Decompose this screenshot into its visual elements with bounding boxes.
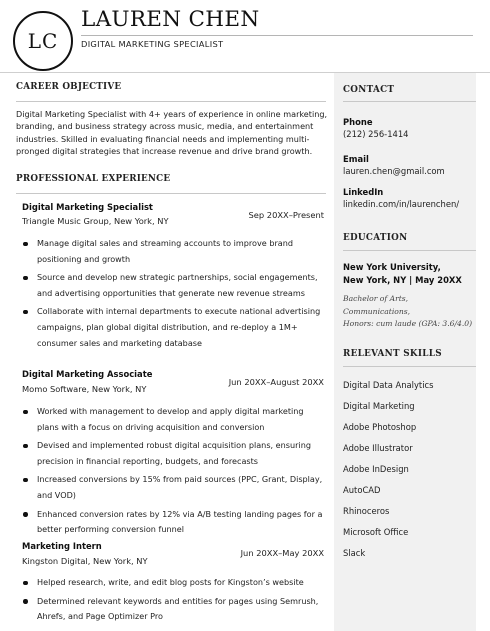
candidate-name: LAUREN CHEN bbox=[81, 7, 260, 32]
job-bullet: Manage digital sales and streaming accounts to improve brand positioning and growth bbox=[22, 236, 326, 267]
bullet-dot-icon bbox=[23, 310, 28, 315]
skill-item: Adobe Illustrator bbox=[343, 443, 413, 453]
skill-item: Slack bbox=[343, 548, 366, 558]
job-company: Momo Software, New York, NY bbox=[22, 384, 147, 394]
job-company: Triangle Music Group, New York, NY bbox=[22, 216, 169, 226]
job-bullet-list bbox=[22, 236, 326, 354]
job-bullet-list bbox=[22, 575, 326, 628]
bullet-dot-icon bbox=[23, 599, 28, 604]
education-heading: EDUCATION bbox=[343, 233, 408, 243]
email-label: Email bbox=[343, 154, 369, 164]
phone-value[interactable]: (212) 256-1414 bbox=[343, 129, 409, 139]
phone-label: Phone bbox=[343, 117, 373, 127]
email-value[interactable]: lauren.chen@gmail.com bbox=[343, 166, 445, 176]
job-title: Marketing Intern bbox=[22, 541, 102, 551]
skill-item: AutoCAD bbox=[343, 485, 381, 495]
job-bullet: Enhanced conversion rates by 12% via A/B testing landing pages for a better performing conversion funnel bbox=[22, 507, 326, 538]
job-bullet: Devised and implemented robust digital acquisition plans, ensuring precision in financial reporting, budgets, and forecasts bbox=[22, 438, 326, 469]
education-degree: Bachelor of Arts, bbox=[343, 294, 409, 303]
objective-divider bbox=[16, 101, 326, 102]
job-dates: Jun 20XX–August 20XX bbox=[228, 377, 324, 387]
experience-divider bbox=[16, 193, 326, 194]
monogram-initials: LC bbox=[27, 29, 59, 53]
bullet-dot-icon bbox=[23, 410, 28, 415]
contact-heading: CONTACT bbox=[343, 85, 395, 95]
education-divider bbox=[343, 250, 476, 251]
name-divider bbox=[81, 35, 473, 36]
job-bullet: Source and develop new strategic partnerships, social engagements, and advertising opportunities that generate new revenue streams bbox=[22, 270, 326, 301]
objective-text: Digital Marketing Specialist with 4+ years of experience in online marketing, branding, and business strategy across music, media, and entertainment industries. Skilled in evaluating financial needs and implementing multi-pronged digital strategies that increase revenue and drive brand growth. bbox=[16, 109, 328, 156]
education-major: Communications, bbox=[343, 306, 411, 316]
linkedin-value[interactable]: linkedin.com/in/laurenchen/ bbox=[343, 199, 460, 209]
contact-divider bbox=[343, 101, 476, 102]
bullet-dot-icon bbox=[23, 512, 28, 517]
job-bullet: Helped research, write, and edit blog posts for Kingston’s website bbox=[22, 575, 326, 591]
skills-divider bbox=[343, 366, 476, 367]
skill-item: Adobe InDesign bbox=[343, 464, 409, 474]
skill-item: Digital Marketing bbox=[343, 401, 415, 411]
job-title: Digital Marketing Associate bbox=[22, 369, 153, 379]
job-bullet-list bbox=[22, 404, 326, 541]
bullet-dot-icon bbox=[23, 478, 28, 483]
bullet-dot-icon bbox=[23, 276, 28, 281]
bullet-dot-icon bbox=[23, 444, 28, 449]
objective-heading: CAREER OBJECTIVE bbox=[16, 82, 122, 92]
education-location-date: New York, NY | May 20XX bbox=[343, 275, 462, 285]
job-bullet: Worked with management to develop and apply digital marketing plans with a focus on driving acquisition and conversion bbox=[22, 404, 326, 435]
job-dates: Sep 20XX–Present bbox=[248, 210, 324, 220]
monogram-logo bbox=[13, 11, 73, 71]
job-bullet: Increased conversions by 15% from paid sources (PPC, Grant, Display, and VOD) bbox=[22, 472, 326, 503]
linkedin-label: LinkedIn bbox=[343, 187, 384, 197]
skill-item: Adobe Photoshop bbox=[343, 422, 417, 432]
bullet-dot-icon bbox=[23, 581, 28, 586]
experience-heading: PROFESSIONAL EXPERIENCE bbox=[16, 174, 171, 184]
candidate-job-title: DIGITAL MARKETING SPECIALIST bbox=[81, 39, 224, 49]
education-school: New York University, bbox=[343, 262, 441, 272]
education-honors: Honors: cum laude (GPA: 3.6/4.0) bbox=[343, 319, 473, 328]
job-bullet: Determined relevant keywords and entities for pages using Semrush, Ahrefs, and Page Optimizer Pro bbox=[22, 594, 326, 625]
skill-item: Rhinoceros bbox=[343, 506, 390, 516]
job-title: Digital Marketing Specialist bbox=[22, 202, 153, 212]
skill-item: Microsoft Office bbox=[343, 527, 409, 537]
skill-item: Digital Data Analytics bbox=[343, 380, 434, 390]
job-company: Kingston Digital, New York, NY bbox=[22, 556, 148, 566]
skills-heading: RELEVANT SKILLS bbox=[343, 349, 442, 359]
job-bullet: Collaborate with internal departments to execute national advertising campaigns, plan global digital distribution, and re-deploy a 1M+ consumer sales and marketing database bbox=[22, 304, 326, 351]
bullet-dot-icon bbox=[23, 242, 28, 247]
job-dates: Jun 20XX–May 20XX bbox=[240, 548, 324, 558]
